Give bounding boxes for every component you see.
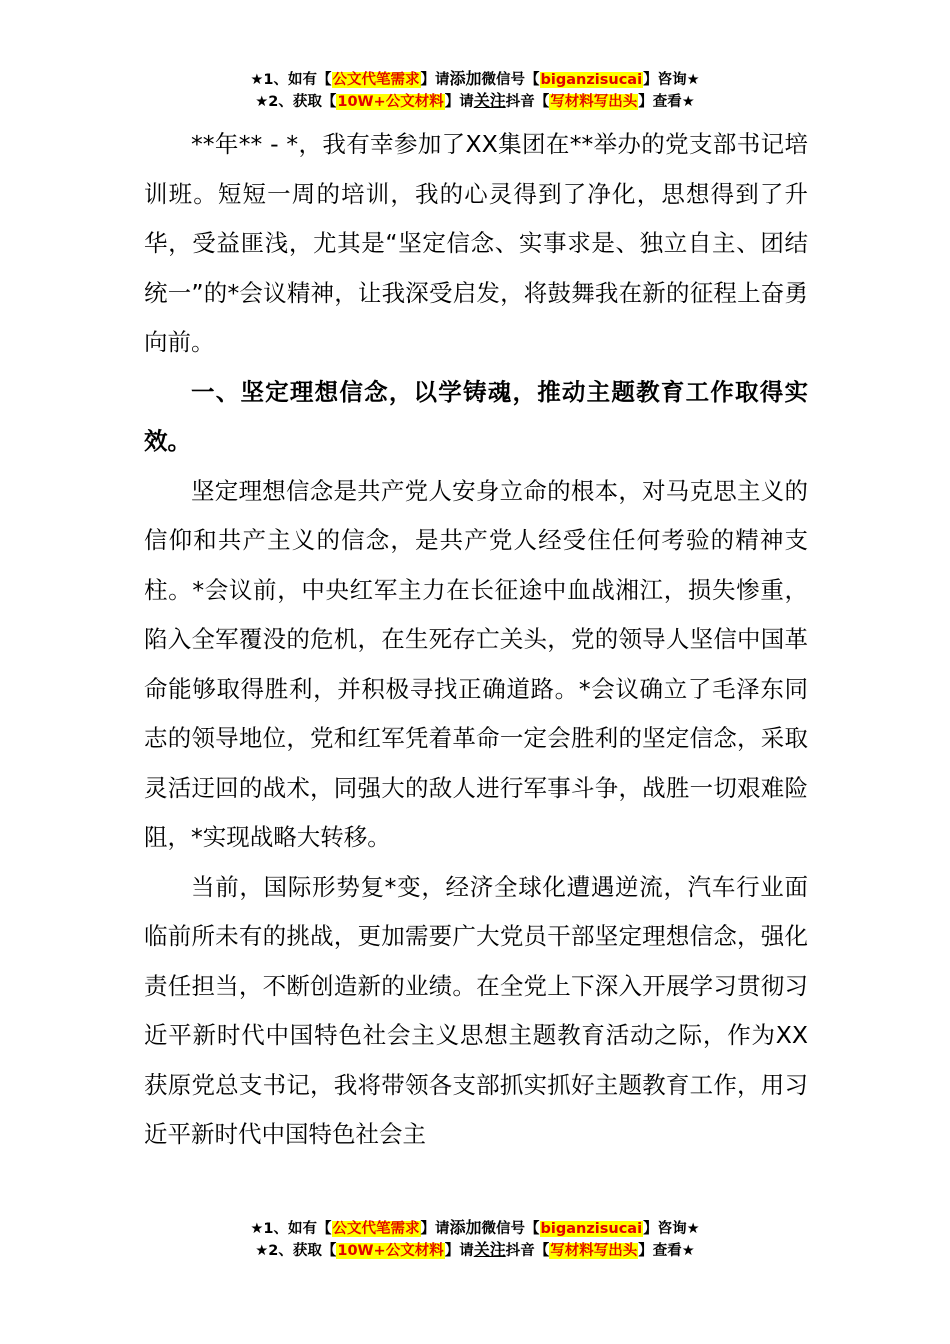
paragraph-current: 当前，国际形势复*变，经济全球化遭遇逆流，汽车行业面临前所未有的挑战，更加需要广大党员干部坚定理想信念，强化责任担当，不断创造新的业绩。在全党上下深入开展学习贯彻习近平新时代中国特色社会主义思想主题教育活动之际，作为XX获原党总支书记，我将带领各支部抓实抓好主题教育工作，用习近平新时代中国特色社会主 [144, 872, 808, 1148]
section-heading-1: 一、坚定理想信念，以学铸魂，推动主题教育工作取得实效。 [144, 377, 808, 455]
notice-highlight: 公文代笔需求 [332, 72, 420, 88]
notice-text: 】咨询★ [643, 72, 700, 88]
notice-text: 关注 [473, 1240, 506, 1259]
notice-text: 添加 [449, 69, 482, 88]
top-notice [0, 68, 950, 112]
notice-text: 】请 [420, 1221, 450, 1237]
notice-text: 微信号【 [481, 1221, 540, 1237]
douyin-id-highlight: 写材料写出头 [550, 94, 638, 110]
douyin-id-highlight: 写材料写出头 [550, 1243, 638, 1259]
paragraph-ideals: 坚定理想信念是共产党人安身立命的根本，对马克思主义的信仰和共产主义的信念，是共产党人经受住任何考验的精神支柱。*会议前，中央红军主力在长征途中血战湘江，损失惨重，陷入全军覆没的危机，在生死存亡关头，党的领导人坚信中国革命能够取得胜利，并积极寻找正确道路。*会议确立了毛泽东同志的领导地位，党和红军凭着革命一定会胜利的坚定信念，采取灵活迂回的战术，同强大的敌人进行军事斗争，战胜一切艰难险阻，*实现战略大转移。 [144, 476, 808, 851]
notice-text: 抖音【 [505, 94, 550, 110]
notice-text: 】请 [444, 1243, 474, 1259]
notice-highlight: 10W+公文材料 [337, 94, 444, 110]
notice-text: ★2、获取【 [255, 94, 337, 110]
notice-line-1 [0, 68, 950, 90]
notice-text: 添加 [449, 1218, 482, 1237]
notice-text: 】咨询★ [643, 1221, 700, 1237]
notice-line-2 [0, 1239, 950, 1261]
notice-text: 关注 [473, 91, 506, 110]
wechat-id-highlight: biganzisucai [540, 1221, 643, 1237]
document-body [144, 120, 808, 1160]
notice-text: 微信号【 [481, 72, 540, 88]
notice-text: ★1、如有【 [250, 72, 332, 88]
notice-line-1 [0, 1217, 950, 1239]
notice-text: ★2、获取【 [255, 1243, 337, 1259]
notice-text: 】请 [420, 72, 450, 88]
wechat-id-highlight: biganzisucai [540, 72, 643, 88]
notice-highlight: 公文代笔需求 [332, 1221, 420, 1237]
notice-text: 】查看★ [638, 94, 695, 110]
notice-text: 】请 [444, 94, 474, 110]
notice-text: ★1、如有【 [250, 1221, 332, 1237]
bottom-notice [0, 1217, 950, 1261]
notice-highlight: 10W+公文材料 [337, 1243, 444, 1259]
notice-text: 】查看★ [638, 1243, 695, 1259]
notice-line-2 [0, 90, 950, 112]
notice-text: 抖音【 [505, 1243, 550, 1259]
paragraph-intro: **年** - *，我有幸参加了XX集团在**举办的党支部书记培训班。短短一周的培训，我的心灵得到了净化，思想得到了升华，受益匪浅，尤其是“坚定信念、实事求是、独立自主、团结统一”的*会议精神，让我深受启发，将鼓舞我在新的征程上奋勇向前。 [144, 130, 808, 356]
